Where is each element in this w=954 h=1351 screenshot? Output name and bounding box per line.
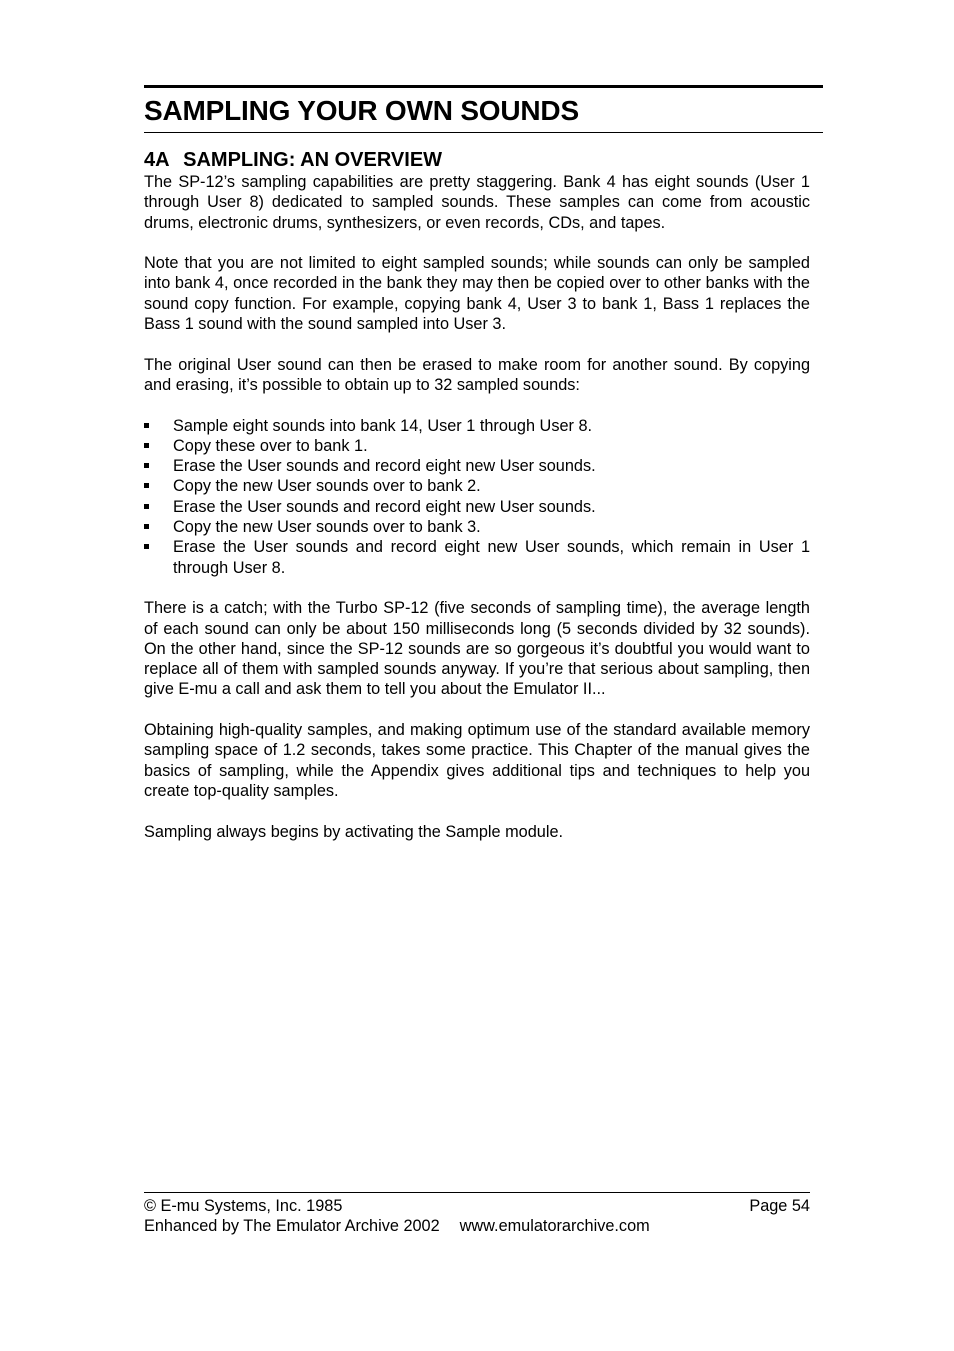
list-item: Copy the new User sounds over to bank 3. [144, 517, 810, 537]
footer-row-2 [144, 1216, 810, 1236]
section-number: 4A [144, 149, 170, 171]
list-item: Erase the User sounds and record eight new User sounds. [144, 456, 810, 476]
bullet-icon [144, 443, 149, 448]
bullet-icon [144, 524, 149, 529]
footer-copyright: © E-mu Systems, Inc. 1985 [144, 1197, 343, 1215]
bullet-icon [144, 423, 149, 428]
bullet-icon [144, 463, 149, 468]
footer-enhanced: Enhanced by The Emulator Archive 2002 [144, 1217, 440, 1236]
page-content [144, 85, 823, 862]
list-item: Erase the User sounds and record eight new User sounds, which remain in User 1 through User 8. [144, 537, 810, 578]
section-title: SAMPLING: AN OVERVIEW [183, 149, 443, 171]
steps-list [144, 416, 810, 578]
page-footer [144, 1192, 810, 1237]
paragraph-intro: The SP-12’s sampling capabilities are pretty staggering. Bank 4 has eight sounds (User 1 through User 8) dedicated to sampled sounds. These samples can come from acoustic drums, electronic drums, synthesizers, or even records, CDs, and tapes. [144, 173, 810, 232]
section-heading [144, 148, 810, 172]
list-item: Sample eight sounds into bank 14, User 1 through User 8. [144, 416, 810, 436]
footer-url: www.emulatorarchive.com [459, 1217, 650, 1236]
footer-page-number: Page 54 [749, 1197, 810, 1215]
chapter-rule [144, 85, 823, 88]
list-item: Copy the new User sounds over to bank 2. [144, 476, 810, 496]
section-body [144, 148, 810, 842]
paragraph-begin: Sampling always begins by activating the Sample module. [144, 822, 564, 841]
paragraph-catch: There is a catch; with the Turbo SP-12 (five seconds of sampling time), the average length of each sound can only be about 150 milliseconds long (5 seconds divided by 32 sounds). On the other hand, since the SP-12 sounds are so gorgeous it’s doubtful you would want to replace all of them with sampled sounds anyway. If you’re that serious about sampling, then give E-mu a call and ask them to tell you about the Emulator II... [144, 599, 810, 699]
chapter-title: SAMPLING YOUR OWN SOUNDS [144, 92, 823, 133]
paragraph-erase: The original User sound can then be erased to make room for another sound. By copying and erasing, it’s possible to obtain up to 32 sampled sounds: [144, 355, 810, 394]
list-item: Erase the User sounds and record eight new User sounds. [144, 497, 810, 517]
bullet-icon [144, 504, 149, 509]
list-item: Copy these over to bank 1. [144, 436, 810, 456]
bullet-icon [144, 544, 149, 549]
paragraph-quality: Obtaining high-quality samples, and making optimum use of the standard available memory sampling space of 1.2 seconds, takes some practice. This Chapter of the manual gives the basics of sampling, while the Appendix gives additional tips and techniques to help you create top-quality samples. [144, 721, 810, 800]
footer-row-1 [144, 1196, 810, 1216]
bullet-icon [144, 483, 149, 488]
paragraph-note: Note that you are not limited to eight sampled sounds; while sounds can only be sampled into bank 4, once recorded in the bank they may then be copied over to other banks with the sound copy function. For example, copying bank 4, User 3 to bank 1, Bass 1 replaces the Bass 1 sound with the sound sampled into User 3. [144, 254, 810, 334]
